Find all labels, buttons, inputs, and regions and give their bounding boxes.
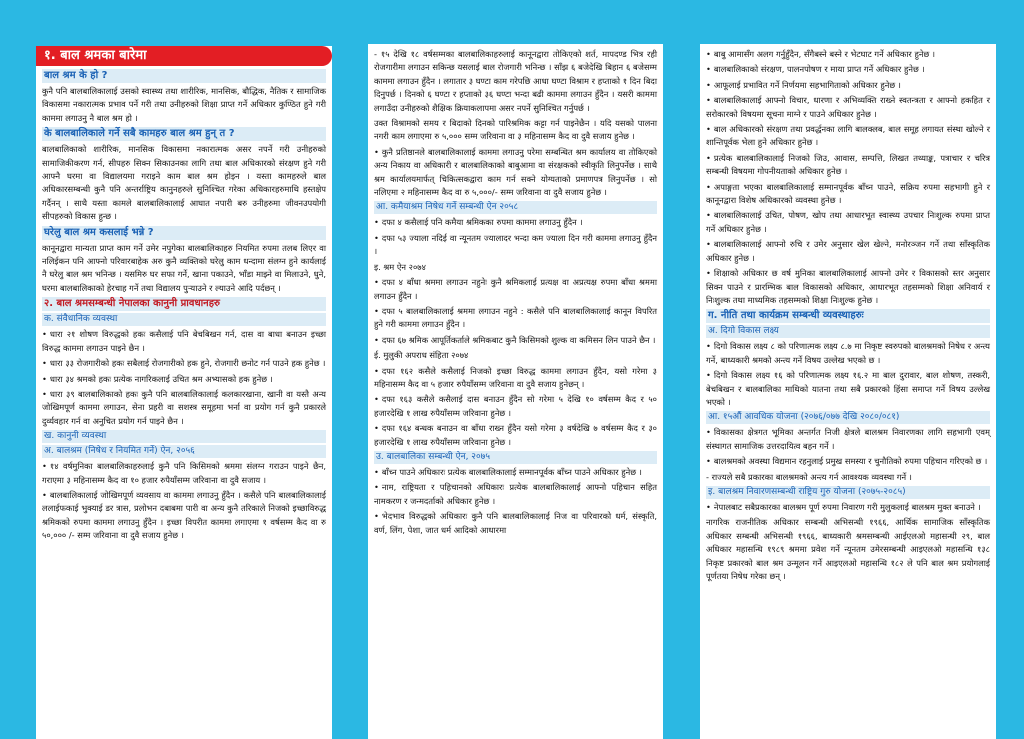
bullet-item: • बालबालिकालाई आफ्नो विचार, धारणा र अभिव्यक्ति राख्ने स्वतन्त्रता र आफ्नो हकहित र सरोकारको विषयमा सूचना माग्ने र पाउने अधिकार हुनेछ । — [706, 94, 990, 121]
bullet-item: • दफा ६७ श्रमिक आपूर्तिकर्ताले श्रमिकबाट कुनै किसिमको शुल्क वा कमिसन लिन पाउने छैन । — [374, 334, 657, 347]
subheading: उ. बालबालिका सम्बन्धी ऐन, २०७५ — [374, 451, 657, 464]
bullet-item: • धारा ३३ रोजगारीको हकः सबैलाई रोजगारीको हक हुने, रोजगारी छनोट गर्न पाउने हक हुनेछ । — [42, 357, 326, 370]
section-banner: १. बाल श्रमका बारेमा — [36, 46, 332, 66]
bullet-item: • प्रत्येक बालबालिकालाई निजको जिउ, आवास, सम्पत्ति, लिखत तथ्याङ्क, पत्राचार र चरित्र सम्बन्धी विषयमा गोपनीयताको अधिकार हुनेछ । — [706, 152, 990, 179]
bullet-item: • दफा १६४ बन्धक बनाउन वा बाँधा राख्न हुँदैन यसो गरेमा ३ वर्षदेखि ७ वर्षसम्म कैद र ३० हजारदेखि १ लाख रुपैयाँसम्म जरिवाना हुनेछ । — [374, 422, 657, 449]
column-right — [700, 44, 996, 739]
subheading: आ. कमैयाश्रम निषेध गर्ने सम्बन्धी ऐन २०५८ — [374, 201, 657, 214]
subheading: अ. दिगो विकास लक्ष्य — [706, 325, 990, 338]
bullet-item: • नेपालबाट सबैप्रकारका बालश्रम पूर्ण रुपमा निवारण गरी मुलुकलाई बालश्रम मुक्त बनाउने । — [706, 501, 990, 514]
bullet-item: • धारा ३४ श्रमको हकः प्रत्येक नागरिकलाई उचित श्रम अभ्यासको हक हुनेछ । — [42, 373, 326, 386]
bullet-item: • बालश्रमको अवस्था विद्यमान रहनुलाई प्रमुख समस्या र चुनौतिको रुपमा पहिचान गरिएको छ । — [706, 455, 990, 468]
law-title: इ. श्रम ऐन २०७४ — [374, 261, 426, 272]
bullet-item: • भेदभाव विरुद्धको अधिकारः कुनै पनि बालबालिकालाई निज वा परिवारको धर्म, संस्कृति, वर्ण, लिंग, पेशा, जात धर्म आदिको आधारमा — [374, 510, 657, 537]
bullet-item: • बालबालिकाको संरक्षण, पालनपोषण र माया प्राप्त गर्ने अधिकार हुनेछ । — [706, 63, 990, 76]
bullet-item: • दिगो विकास लक्ष्य ८ को परिणात्मक लक्ष्य ८.७ मा निकृष्ट स्वरुपको बालश्रमको निषेध र अन्त्य गर्ने, बाध्यकारी श्रमको अन्त्य गर्ने विषय उल्लेख भएको छ । — [706, 340, 990, 367]
bullet-item: • दिगो विकास लक्ष्य १६ को परिणात्मक लक्ष्य १६.२ मा बाल दुरावार, बाल शोषण, तस्करी, बेचबिखन र बालबालिका माथिको यातना तथा सबै प्रकारको हिंसा समाप्त गर्ने विषय उल्लेख भएको । — [706, 369, 990, 409]
paragraph: उक्त विश्रामको समय र बिदाको दिनको पारिश्रमिक कट्टा गर्न पाइनेछैन । यदि यसको पालना नगरी काम लगाएमा रु ५,००० सम्म जरिवाना वा ३ महिनासम्म कैद वा दुवै सजाय हुनेछ । — [374, 118, 657, 142]
bullet-item: • अपाङ्गता भएका बालबालिकालाई सम्मानपूर्वक बाँच्न पाउने, सक्रिय रुपमा सहभागी हुने र कानूनद्वारा विशेष अधिकारको व्यवस्था हुनेछ । — [706, 181, 990, 208]
bullet-item: • बालबालिकालाई उचित, पोषण, खोप तथा आधारभूत स्वास्थ्य उपचार निःशुल्क रुपमा प्राप्त गर्ने अधिकार हुनेछ । — [706, 209, 990, 236]
heading-what-is-child-labour: बाल श्रम के हो ? — [42, 69, 326, 83]
column-left — [36, 46, 332, 739]
bullet-item: • दफा ४ बाँधा श्रममा लगाउन नहुनेः कुनै श्रमिकलाई प्रत्यक्ष वा अप्रत्यक्ष रुपमा बाँधा श्रममा लगाउन हुँदैन । — [374, 276, 657, 303]
paragraph: कानूनद्वारा मान्यता प्राप्त काम गर्ने उमेर नपुगेका बालबालिकाहरु नियमित रुपमा तलब लिएर वा नलिईकन पनि आफ्नो परिवारबाहेक अरु कुनै व्यक्तिको घरेलु काम धन्दामा संलग्न हुने कार्यलाई नै घरेलु बाल श्रम भनिन्छ । यसमिरु घर सफा गर्ने, खाना पकाउने, भाँडा माझ्ने वा मिलाउने, धुने, घरमा बालबालिकाको हेरचाह गर्ने तथा विद्यालय पुऱ्याउने र ल्याउने आदि पर्दछन् । — [42, 242, 326, 293]
bullet-item: • धारा २१ शोषण विरुद्धको हकः कसैलाई पनि बेचबिखन गर्न, दास वा बाधा बनाउन इच्छा विरुद्ध काममा लगाउन पाइने छैन । — [42, 328, 326, 355]
subheading: इ. बालश्रम निवारणसम्बन्धी राष्ट्रिय गुरु योजना (२०७५-२०८५) — [706, 486, 990, 499]
heading-domestic-labour: घरेलु बाल श्रम कसलाई भन्ने ? — [42, 226, 326, 240]
paragraph: - १५ देखि १८ वर्षसम्मका बालबालिकाहरुलाई कानूनद्वारा तोकिएको शर्त, मापदण्ड भित्र रही रोजगारीमा लगाउन सकिन्छ यसलाई बाल रोजगारी भनिन्छ । साँझ ६ बजेदेखि बिहान ६ बजेसम्म काममा लगाउन हुँदैन । लगातार ३ घण्टा काम गरेपछि आधा घण्टा विश्राम र हप्ताको १ दिन बिदा दिनुपर्छ । दिनको ६ घण्टा र हप्ताको ३६ घण्टा भन्दा बढी काममा लगाउन हुँदैन । यसरी काममा लगाउँदा उनीहरुको शैक्षिक क्रियाकलापमा असर नपर्ने सुनिश्चित गर्नुपर्छ । — [374, 49, 657, 113]
bullet-item: • विकासका क्षेत्रगत भूमिका अन्तर्गत निजी क्षेत्रले बालश्रम निवारणका लागि सहभागी एवम् संस्थागत सामाजिक उत्तरदायित्व बहन गर्ने । — [706, 426, 990, 453]
bullet-item: • कुनै प्रतिष्ठानले बालबालिकालाई काममा लगाउनु परेमा सम्बन्धित श्रम कार्यालय वा तोकिएको अन्य निकाय वा अधिकारी र बालबालिकाको बाबुआमा वा संरक्षकको स्वीकृति लिनुपर्नेछ । साथै श्रम कार्यालयमार्फत् चिकित्सकद्वारा काम गर्न सक्ने योग्यताको प्रमाणपत्र लिनुपर्नेछ । सो नलिएमा २ महिनासम्म कैद वा रु ५,०००/- सम्म जरिवाना वा दुवै सजाय हुनेछ । — [374, 146, 657, 200]
bullet-item: • आफूलाई प्रभावित गर्ने निर्णयमा सहभागिताको अधिकार हुनेछ । — [706, 79, 990, 92]
paragraph: कुनै पनि बालबालिकालाई उसको स्वास्थ्य तथा शारीरिक, मानसिक, बौद्धिक, नैतिक र सामाजिक विकासमा नकारात्मक प्रभाव पर्ने गरी तथा उनीहरुको शिक्षा प्राप्त गर्ने अधिकार कुण्ठित हुने गरी काममा लगाउनु नै बाल श्रम हो । — [42, 86, 326, 123]
column-middle — [368, 44, 663, 739]
subheading: आ. १५औं आवधिक योजना (२०७६/०७७ देखि २०८०/०८१) — [706, 411, 990, 424]
bullet-item: • बाबु आमासँग अलग गर्नुहुँदैन, सँगैबस्ने बस्ने र भेटघाट गर्ने अधिकार हुनेछ । — [706, 48, 990, 61]
paragraph: बालबालिकाको शारीरिक, मानसिक विकासमा नकारात्मक असर नपर्ने गरी उनीहरुको सामाजिकीकरण गर्न, सीपहरु सिक्न सिकाउनका लागि तथा बाल अधिकारको संरक्षण हुने गरी आफ्नै घरमा वा विद्यालयमा गराइने काम बाल श्रम होइन । यस्ता कामहरुले बाल अधिकारसम्बन्धी कुनै पनि अन्तर्राष्ट्रिय कानुनहरुले सुनिश्चित गरेका अधिकारहरुमाथि हस्तक्षेप गर्दैनन् । साथै यस्ता कामले बालबालिकालाई आघात नपारी बरु उनीहरुमा जीवनउपयोगी सीपहरुको विकास हुन्छ । — [42, 144, 326, 222]
bullet-item: • बाल अधिकारको संरक्षण तथा प्रवर्द्धनका लागि बालक्लब, बाल समूह लगायत संस्था खोल्ने र शान्तिपूर्वक भेला हुने अधिकार हुनेछ । — [706, 123, 990, 150]
heading-legal-provisions: २. बाल श्रमसम्बन्धी नेपालका कानुनी प्रावधानहरु — [42, 297, 326, 311]
bullet-item: • दफा १६२ कसैले कसैलाई निजको इच्छा विरुद्ध काममा लगाउन हुँदैन, यसो गरेमा ३ महिनासम्म कैद वा ५ हजार रुपैयाँसम्म जरिवाना वा दुवै सजाय हुनेछन् । — [374, 365, 657, 392]
paragraph: - राज्यले सबै प्रकारका बालश्रमको अन्त्य गर्न आवश्यक व्यवस्था गर्ने । — [706, 471, 912, 482]
bullet-item: • बाँच्न पाउने अधिकारः प्रत्येक बालबालिकालाई सम्मानपूर्वक बाँच्न पाउने अधिकार हुनेछ । — [374, 466, 657, 479]
paragraph: नागरिक राजनीतिक अधिकार सम्बन्धी अभिसन्धी १९६६, आर्थिक सामाजिक साँस्कृतिक अधिकार सम्बन्धी अभिसन्धी १९६६, बाध्यकारी श्रमसम्बन्धी आईएलओ महासन्धी २९, बाल अधिकार महासन्धि १९८९ श्रममा प्रवेश गर्ने न्यूनतम उमेरसम्बन्धी आइएलओ महासन्धि १३८ निकृष्ट प्रकारको बाल श्रम उन्मूलन गर्ने आइएलओ महासन्धि १८२ ले पनि बाल श्रम प्रयोगलाई पूर्णतया निषेध गरेका छन् । — [706, 517, 990, 581]
subheading: ख. कानुनी व्यवस्था — [42, 430, 326, 443]
bullet-item: • १४ वर्षमुनिका बालबालिकाहरुलाई कुनै पनि किसिमको श्रममा संलग्न गराउन पाइने छैन, गराएमा ३ महिनासम्म कैद वा १० हजार रुपैयाँसम्म जरिवाना वा दुवै सजाय । — [42, 460, 326, 487]
subheading: अ. बालश्रम (निषेध र नियमित गर्ने) ऐन, २०५६ — [42, 445, 326, 458]
bullet-item: • बालबालिकालाई जोखिमपूर्ण व्यवसाय वा काममा लगाउनु हुँदैन । कसैले पनि बालबालिकालाई ललाईफकाई भुक्याई डर त्रास, प्रलोभन दबाबमा पारी वा अन्य कुनै तरिकाले निजको इच्छाविरुद्ध श्रमिकको रुपमा काममा लगाउनु हुँदैन । इच्छा विपरीत काममा लगाएमा १ वर्षसम्म कैद वा रु ५०,००० /- सम्म जरिवाना वा दुवै सजाय हुनेछ । — [42, 489, 326, 543]
bullet-item: • दफा १६३ कसैले कसैलाई दास बनाउन हुँदैन सो गरेमा ५ देखि १० वर्षसम्म कैद र ५० हजारदेखि १ लाख रुपैयाँसम्म जरिवाना हुनेछ । — [374, 393, 657, 420]
bullet-item: • शिक्षाको अधिकार छ वर्ष मुनिका बालबालिकालाई आफ्नो उमेर र विकासको स्तर अनुसार सिक्न पाउने र प्रारम्भिक बाल विकासको अधिकार, आधारभूत तहसम्मको शिक्षा अनिवार्य र निःशुल्क तथा माध्यमिक तहसम्मको शिक्षा निःशुल्क हुनेछ । — [706, 267, 990, 307]
subheading: क. संवैधानिक व्यवस्था — [42, 313, 326, 326]
bullet-item: • नाम, राष्ट्रियता र पहिचानको अधिकारः प्रत्येक बालबालिकालाई आफ्नो पहिचान सहित नामकरण र जन्मदर्ताको अधिकार हुनेछ । — [374, 481, 657, 508]
bullet-item: • दफा ४ कसैलाई पनि कमैया श्रमिकका रुपमा काममा लगाउनु हुँदैन । — [374, 216, 657, 229]
heading-policy: ग. नीति तथा कार्यक्रम सम्बन्धी व्यवस्थाहरुः — [706, 309, 990, 323]
heading-all-work: के बालबालिकाले गर्ने सबै कामहरु बाल श्रम हुन् त ? — [42, 127, 326, 141]
bullet-item: • दफा ५३ ज्याला नदिई वा न्यूनतम ज्यालादर भन्दा कम ज्याला दिन गरी काममा लगाउनु हुँदैन । — [374, 232, 657, 259]
bullet-item: • बालबालिकालाई आफ्नो रुचि र उमेर अनुसार खेल खेल्ने, मनोरञ्जन गर्ने तथा साँस्कृतिक अधिकार हुनेछ । — [706, 238, 990, 265]
law-title: ई. मुलुकी अपराध संहिता २०७४ — [374, 350, 469, 361]
bullet-item: • धारा ३९ बालबालिकाको हकः कुनै पनि बालबालिकालाई कलकारखाना, खानी वा यस्तै अन्य जोखिमपूर्ण काममा लगाउन, सेना प्रहरी वा सशस्त्र समूहमा भर्ना वा प्रयोग गर्न कुनै प्रकारले दुर्व्यवहार गर्न वा अनुचित प्रयोग गर्न पाइने छैन । — [42, 388, 326, 428]
bullet-item: • दफा ५ बालबालिकालाई श्रममा लगाउन नहुने : कसैले पनि बालबालिकालाई कानून विपरित हुने गरी काममा लगाउन हुँदैन । — [374, 305, 657, 332]
